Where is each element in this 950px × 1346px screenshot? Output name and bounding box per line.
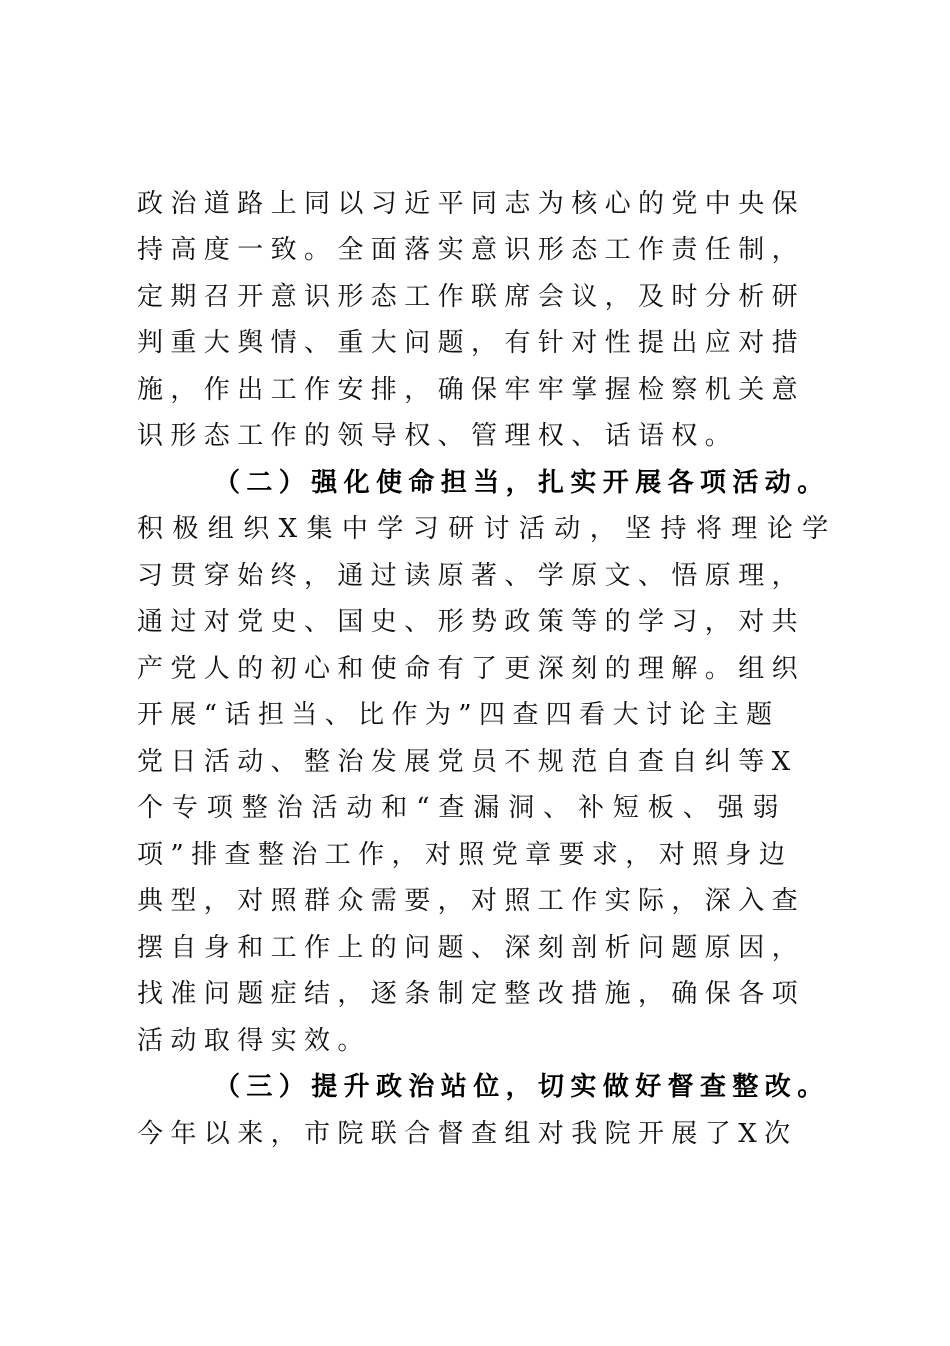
body-text-line: 党日活动、整治发展党员不规范自查自纠等X xyxy=(137,747,798,777)
body-text-line: 持高度一致。全面落实意识形态工作责任制， xyxy=(137,235,806,265)
body-text-line: 找准问题症结，逐条制定整改措施，确保各项 xyxy=(137,979,806,1009)
body-text-line: 个专项整治活动和“查漏洞、补短板、强弱 xyxy=(137,793,788,823)
body-text-line: 通过对党史、国史、形势政策等的学习，对共 xyxy=(137,607,806,637)
body-text-line: 施，作出工作安排，确保牢牢掌握检察机关意 xyxy=(137,375,806,405)
body-text-line: 积极组织X集中学习研讨活动，坚持将理论学 xyxy=(137,514,838,544)
body-text-line: 识形态工作的领导权、管理权、话语权。 xyxy=(137,421,739,451)
body-text-line: 活动取得实效。 xyxy=(137,1026,371,1056)
body-text-line: 判重大舆情、重大问题，有针对性提出应对措 xyxy=(137,328,806,358)
body-text-line: 今年以来，市院联合督查组对我院开展了X次 xyxy=(137,1119,798,1149)
body-text-line: 习贯穿始终，通过读原著、学原文、悟原理， xyxy=(137,561,806,591)
body-text-line: 摆自身和工作上的问题、深刻剖析问题原因， xyxy=(137,933,806,963)
body-text-line: 典型，对照群众需要，对照工作实际，深入查 xyxy=(137,886,806,916)
body-text-line: 开展“话担当、比作为”四查四看大讨论主题 xyxy=(137,700,780,730)
body-text-line: 定期召开意识形态工作联席会议，及时分析研 xyxy=(137,282,806,312)
section-heading: （二）强化使命担当，扎实开展各项活动。 xyxy=(214,468,830,498)
body-text-line: 产党人的初心和使命有了更深刻的理解。组织 xyxy=(137,654,806,684)
body-text-line: 项”排查整治工作，对照党章要求，对照身边 xyxy=(137,840,793,870)
section-heading: （三）提升政治站位，切实做好督查整改。 xyxy=(214,1072,830,1102)
body-text-line: 政治道路上同以习近平同志为核心的党中央保 xyxy=(137,189,806,219)
